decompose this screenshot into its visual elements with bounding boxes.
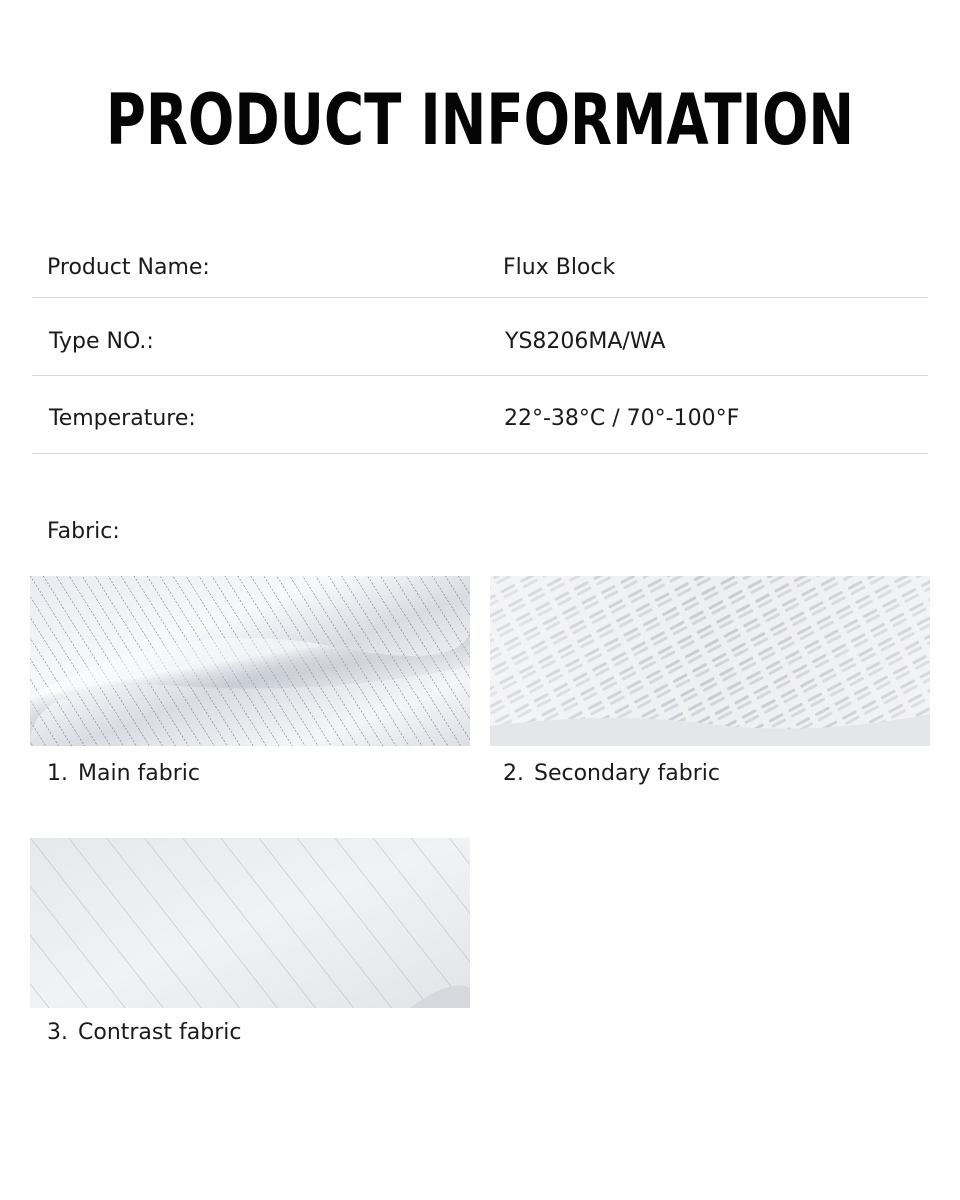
info-value: YS8206MA/WA — [505, 329, 666, 354]
fabric-caption-1 — [47, 760, 200, 788]
caption-text: Contrast fabric — [78, 1020, 242, 1045]
info-value: 22°-38°C / 70°-100°F — [504, 406, 740, 431]
info-label: Type NO.: — [49, 329, 154, 354]
secondary-fabric-image — [490, 576, 930, 746]
contrast-fabric-image — [30, 838, 470, 1008]
page-title: PRODUCT INFORMATION — [105, 79, 855, 161]
info-row-product-name — [32, 240, 928, 298]
caption-number: 3. — [47, 1020, 68, 1045]
fabric-caption-2 — [503, 760, 720, 788]
fabric-caption-3 — [47, 1019, 241, 1047]
caption-number: 2. — [503, 761, 524, 786]
caption-number: 1. — [47, 761, 68, 786]
fabric-label: Fabric: — [47, 519, 120, 544]
info-row-type-no — [32, 298, 928, 376]
caption-text: Main fabric — [78, 761, 200, 786]
main-fabric-image — [30, 576, 470, 746]
info-value: Flux Block — [503, 255, 616, 280]
info-row-temperature — [32, 376, 928, 454]
caption-text: Secondary fabric — [534, 761, 720, 786]
info-label: Product Name: — [47, 255, 210, 280]
info-label: Temperature: — [49, 406, 196, 431]
